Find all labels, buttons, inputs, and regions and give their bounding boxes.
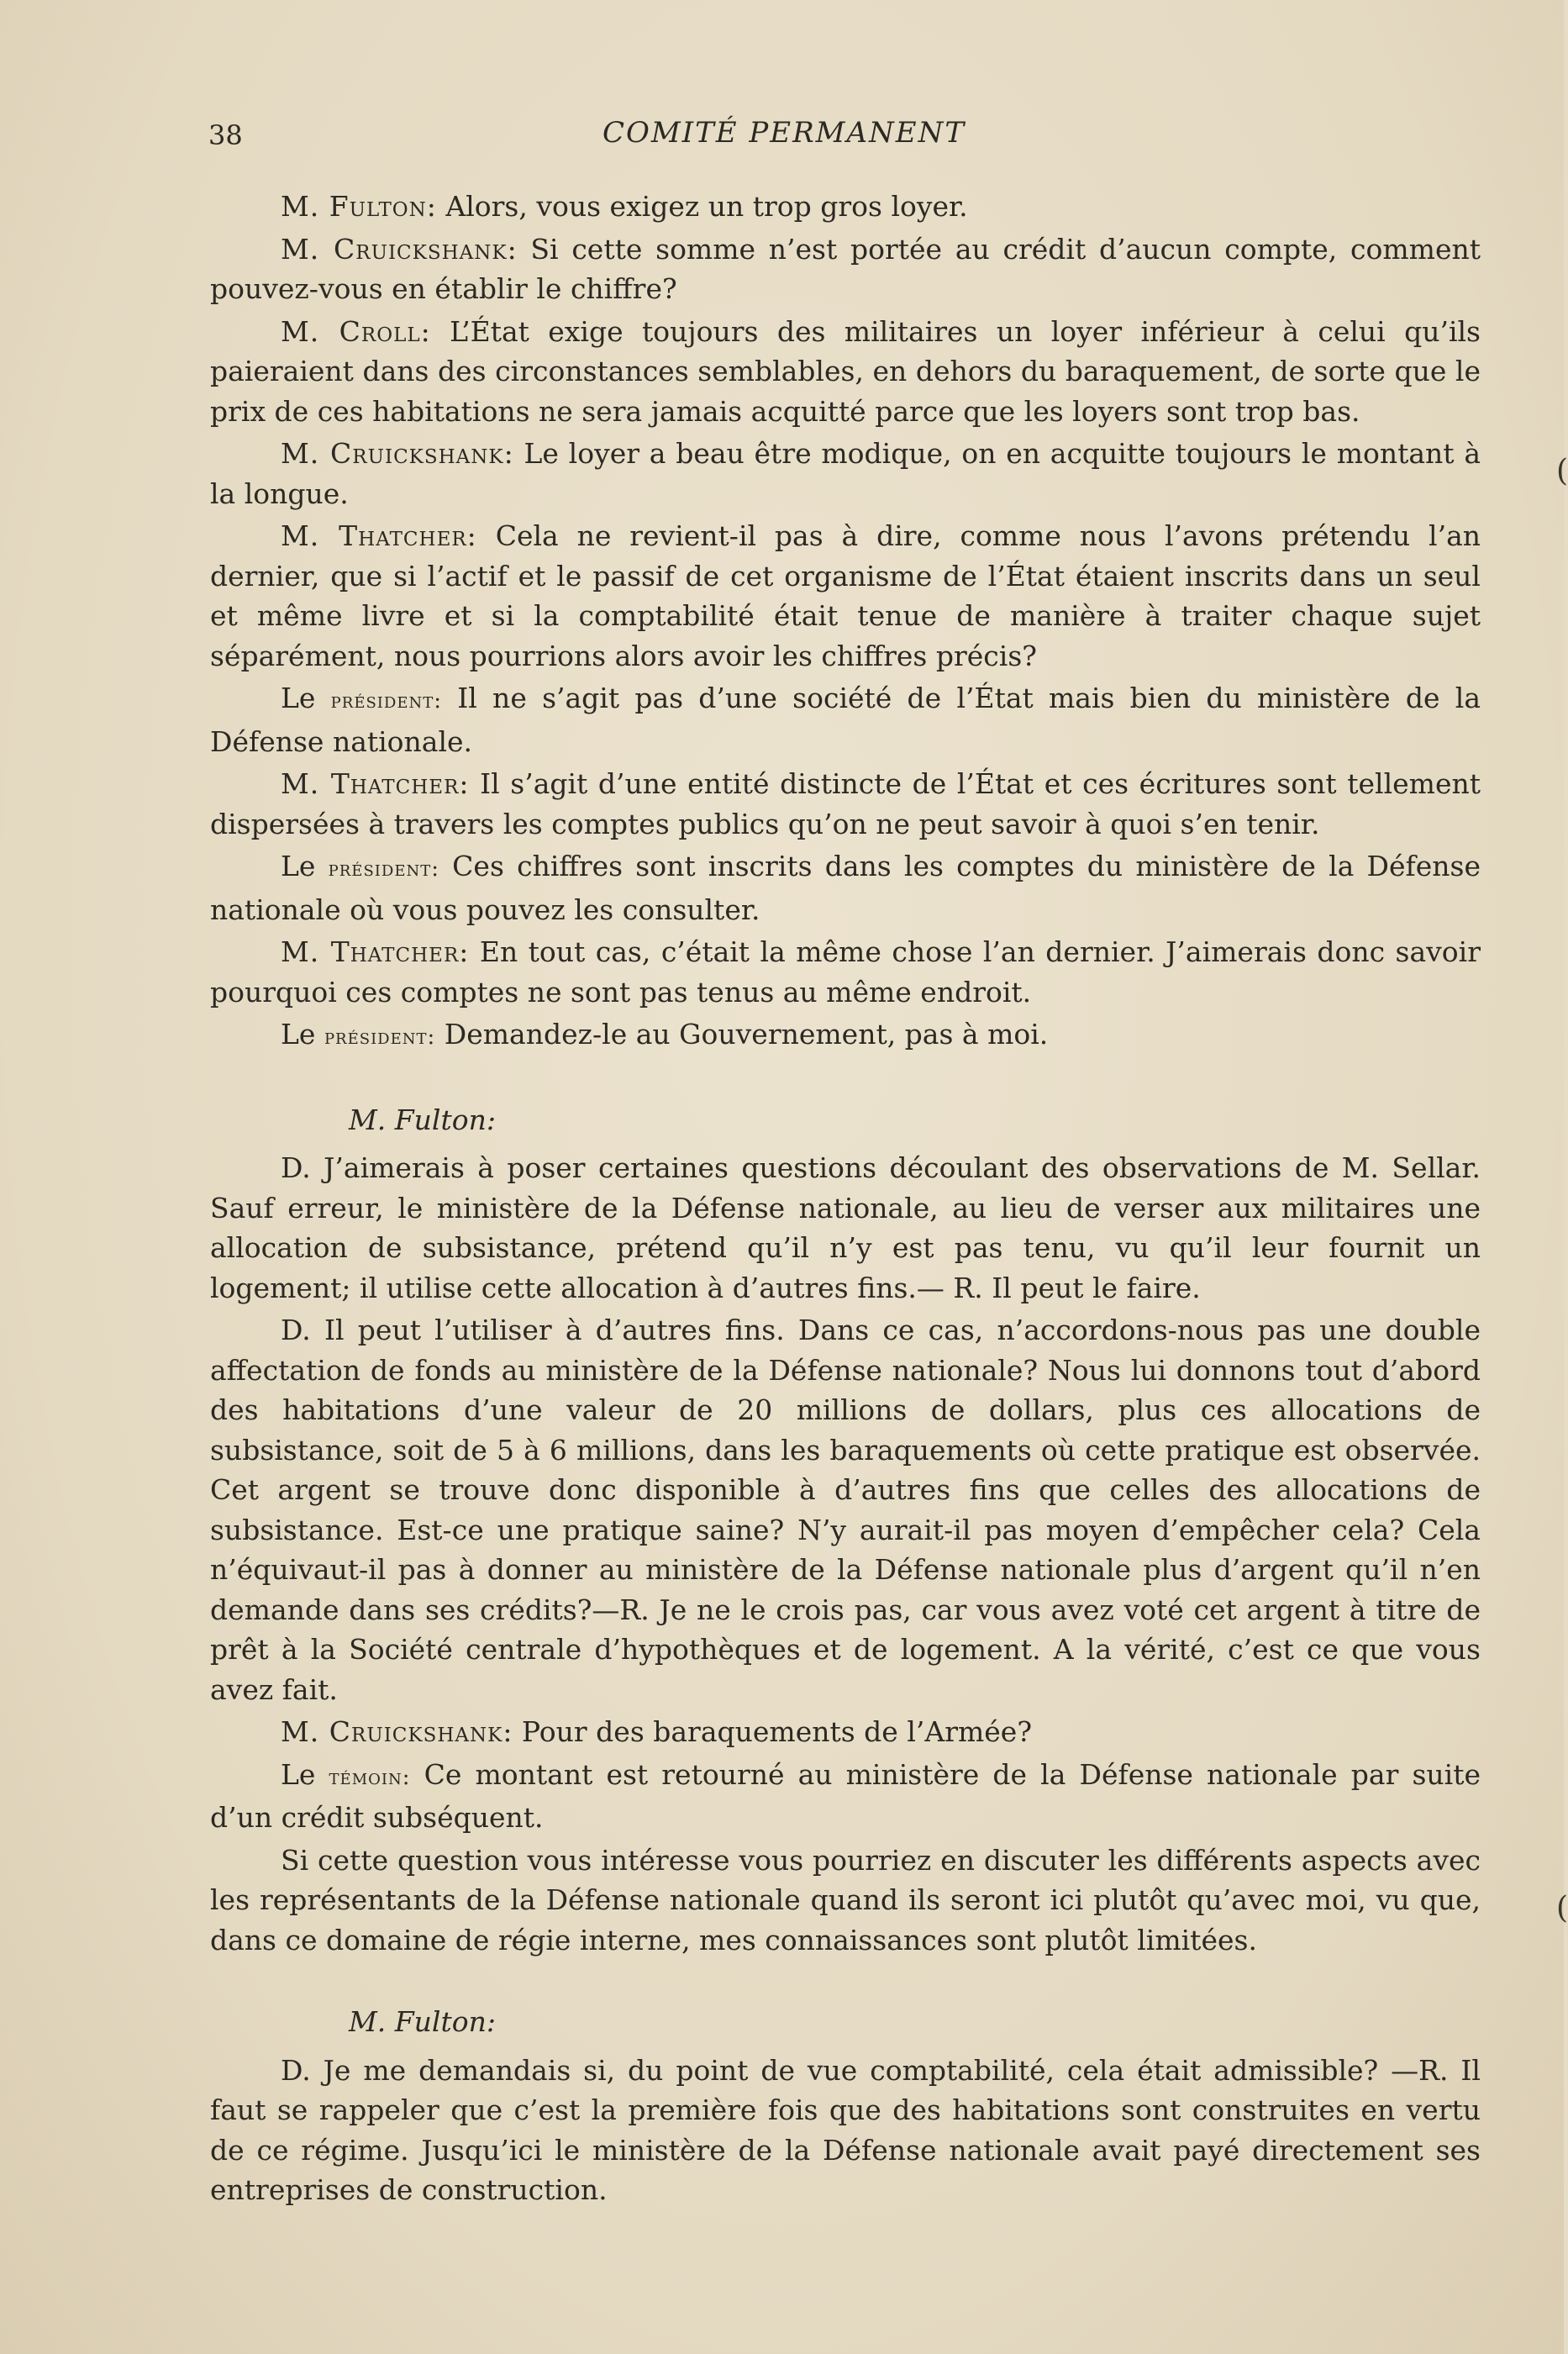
- speech: Si cette somme n’est portée au crédit d’aucun compte, comment pouvez-vous en établir le chiffre?: [210, 232, 1481, 305]
- speaker: président:: [330, 688, 443, 714]
- speaker: M. Thatcher:: [281, 519, 477, 552]
- running-title: COMITÉ PERMANENT: [602, 116, 966, 150]
- body-text: [210, 187, 1481, 2213]
- paragraph: [210, 764, 1481, 844]
- speech: Le loyer a beau être modique, on en acquitte toujours le montant à la longue.: [210, 437, 1481, 510]
- speaker: président:: [324, 1024, 436, 1050]
- paragraph: Si cette question vous intéresse vous pourriez en discuter les différents aspects avec les représentants de la Défense nationale quand ils seront ici plutôt qu’avec moi, vu que, dans ce domaine de régie interne, mes connaissances sont plutôt limitées.: [210, 1843, 1481, 1956]
- question-paragraph: D. Il peut l’utiliser à d’autres fins. Dans ce cas, n’accordons-nous pas une double affectation de fonds au ministère de la Défense nationale? Nous lui donnons tout d’abord des habitations d’une valeur de 20 millions de dollars, plus ces allocations de subsistance, soit de 5 à 6 millions, dans les baraquements où cette pratique est observée. Cet argent se trouve donc disponible à d’autres fins que celles des allocations de subsistance. Est-ce une pratique saine? N’y aurait-il pas moyen d’empêcher cela? Cela n’équivaut-il pas à donner au ministère de la Défense nationale plus d’argent qu’il n’en demande dans ses crédits?—R. Je ne le crois pas, car vous avez voté cet argent à titre de prêt à la Société centrale d’hypothèques et de logement. A la vérité, c’est ce que vous avez fait.: [210, 1314, 1481, 1706]
- speech: En tout cas, c’était la même chose l’an dernier. J’aimerais donc savoir pourquoi ces comptes ne sont pas tenus au même endroit.: [210, 935, 1481, 1008]
- speaker-prefix: Le: [281, 1757, 329, 1791]
- speech: L’État exige toujours des militaires un loyer inférieur à celui qu’ils paieraient dans des circonstances semblables, en dehors du baraquement, de sorte que le prix de ces habitations ne sera jamais acquitté parce que les loyers sont trop bas.: [210, 314, 1481, 428]
- speaker: M. Cruickshank:: [281, 232, 518, 266]
- speaker: M. Thatcher:: [281, 935, 470, 968]
- paragraph: [210, 229, 1481, 309]
- speech: Cela ne revient-il pas à dire, comme nous l’avons prétendu l’an dernier, que si l’actif et le passif de cet organisme de l’État étaient inscrits dans un seul et même livre et si la comptabilité était tenue de manière à traiter chaque sujet séparément, nous pourrions alors avoir les chiffres précis?: [210, 519, 1481, 672]
- paragraph: [210, 1712, 1481, 1752]
- paragraph: [210, 932, 1481, 1012]
- speaker-prefix: Le: [281, 1018, 324, 1051]
- paragraph: [210, 312, 1481, 432]
- paragraph: [210, 516, 1481, 676]
- speaker: témoin:: [329, 1764, 411, 1790]
- paragraph: [210, 846, 1481, 929]
- speaker: M. Cruickshank:: [281, 437, 514, 470]
- speech: Il ne s’agit pas d’une société de l’État mais bien du ministère de la Défense nationale.: [210, 682, 1481, 758]
- page-number: 38: [208, 119, 243, 151]
- section-heading: M. Fulton:: [349, 2005, 496, 2038]
- speech: Pour des baraquements de l’Armée?: [513, 1715, 1033, 1748]
- paragraph: [210, 1014, 1481, 1058]
- section-heading: M. Fulton:: [349, 1103, 496, 1136]
- speech: Ces chiffres sont inscrits dans les comptes du ministère de la Défense nationale où vous pouvez les consulter.: [210, 850, 1481, 926]
- speaker: M. Cruickshank:: [281, 1715, 513, 1748]
- paragraph: [210, 1755, 1481, 1838]
- speaker: M. Thatcher:: [281, 767, 470, 800]
- paragraph: [210, 434, 1481, 513]
- question-paragraph: D. Je me demandais si, du point de vue comptabilité, cela était admissible? —R. Il faut se rappeler que c’est la première fois que des habitations sont construites en vertu de ce régime. Jusqu’ici le ministère de la Défense nationale avait payé directement ses entreprises de construction.: [210, 2053, 1481, 2206]
- speaker: M. Fulton:: [281, 190, 437, 223]
- speech: Alors, vous exigez un trop gros loyer.: [436, 190, 968, 223]
- speaker: M. Croll:: [281, 314, 431, 348]
- page-header: [208, 116, 1360, 166]
- speech: Ce montant est retourné au ministère de la Défense nationale par suite d’un crédit subséquent.: [210, 1757, 1481, 1834]
- speaker: président:: [328, 856, 439, 882]
- margin-bracket-mark: (: [1556, 454, 1568, 488]
- speaker-prefix: Le: [281, 850, 329, 882]
- margin-bracket-mark: (: [1556, 1891, 1568, 1925]
- paragraph: [210, 187, 1481, 227]
- speech: Il s’agit d’une entité distincte de l’État et ces écritures sont tellement dispersées à travers les comptes publics qu’on ne peut savoir à quoi s’en tenir.: [210, 767, 1481, 840]
- paragraph: [210, 678, 1481, 761]
- speaker-prefix: Le: [281, 682, 331, 714]
- question-paragraph: D. J’aimerais à poser certaines questions découlant des observations de M. Sellar. Sauf erreur, le ministère de la Défense nationale, au lieu de verser aux militaires une allocation de subsistance, prétend qu’il n’y est pas tenu, vu qu’il leur fournit un logement; il utilise cette allocation à d’autres fins.— R. Il peut le faire.: [210, 1151, 1481, 1304]
- speech: Demandez-le au Gouvernement, pas à moi.: [435, 1018, 1049, 1051]
